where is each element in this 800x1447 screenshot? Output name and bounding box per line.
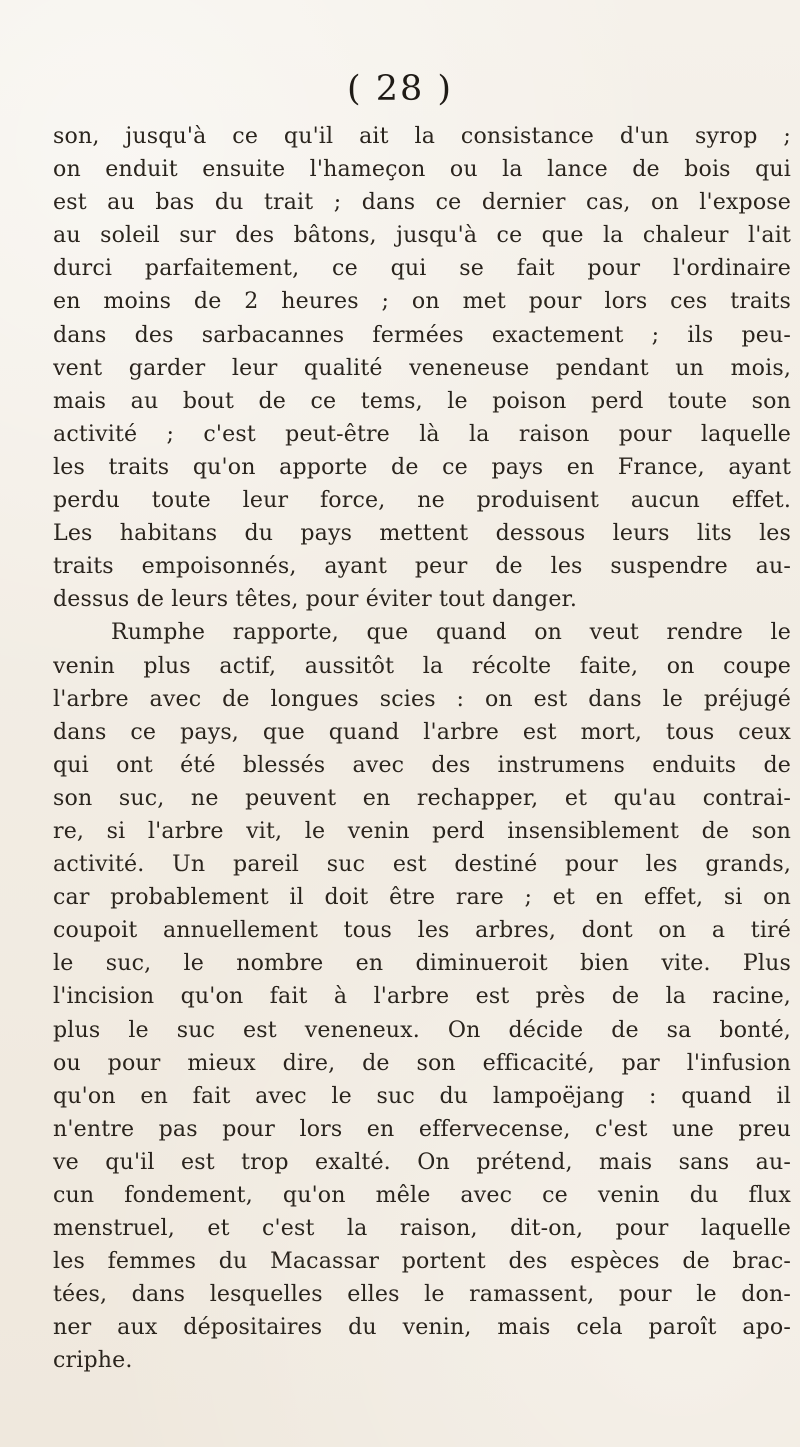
text-line: qu'on en fait avec le suc du lampoëjang : quand il <box>53 1082 791 1109</box>
text-line: n'entre pas pour lors en effervecense, c'est une preu <box>53 1115 791 1142</box>
text-line: plus le suc est veneneux. On décide de sa bonté, <box>53 1016 791 1043</box>
text-line: tées, dans lesquelles elles le ramassent, pour le don- <box>53 1281 791 1308</box>
text-line: mais au bout de ce tems, le poison perd toute son <box>53 387 791 414</box>
text-line: durci parfaitement, ce qui se fait pour l'ordinaire <box>53 255 791 282</box>
text-line: venin plus actif, aussitôt la récolte faite, on coupe <box>53 652 791 679</box>
text-line: activité ; c'est peut-être là la raison pour laquelle <box>53 420 791 447</box>
text-line: son suc, ne peuvent en rechapper, et qu'au contrai- <box>53 784 791 811</box>
text-line: coupoit annuellement tous les arbres, dont on a tiré <box>53 917 791 944</box>
text-line: traits empoisonnés, ayant peur de les suspendre au- <box>53 553 791 580</box>
text-line: vent garder leur qualité veneneuse pendant un mois, <box>53 354 791 381</box>
text-line: l'incision qu'on fait à l'arbre est près de la racine, <box>53 983 791 1010</box>
text-line: les traits qu'on apporte de ce pays en France, ayant <box>53 453 791 480</box>
text-line: dans ce pays, que quand l'arbre est mort, tous ceux <box>53 718 791 745</box>
text-line: Les habitans du pays mettent dessous leurs lits les <box>53 520 791 547</box>
text-line: son, jusqu'à ce qu'il ait la consistance d'un syrop ; <box>53 123 791 149</box>
text-line: dessus de leurs têtes, pour éviter tout danger. <box>53 586 578 613</box>
text-line: criphe. <box>53 1347 133 1374</box>
text-line: est au bas du trait ; dans ce dernier cas, on l'expose <box>53 189 791 216</box>
text-line: les femmes du Macassar portent des espèces de brac- <box>53 1248 791 1275</box>
page-number: ( 28 ) <box>346 69 454 109</box>
text-line: activité. Un pareil suc est destiné pour les grands, <box>53 851 791 878</box>
text-line: le suc, le nombre en diminueroit bien vite. Plus <box>53 950 791 977</box>
text-line: dans des sarbacannes fermées exactement ; ils peu- <box>53 321 791 348</box>
text-line: cun fondement, qu'on mêle avec ce venin du flux <box>53 1182 791 1208</box>
text-line: car probablement il doit être rare ; et en effet, si on <box>53 884 791 911</box>
text-line: ner aux dépositaires du venin, mais cela paroît apo- <box>53 1314 791 1341</box>
text-line: ve qu'il est trop exalté. On prétend, mais sans au- <box>53 1148 791 1175</box>
text-line: ou pour mieux dire, de son efficacité, par l'infusion <box>53 1049 791 1076</box>
text-line: en moins de 2 heures ; on met pour lors ces traits <box>53 288 791 315</box>
text-line: menstruel, et c'est la raison, dit-on, pour laquelle <box>53 1215 791 1242</box>
text-line: qui ont été blessés avec des instrumens enduits de <box>53 751 791 778</box>
text-line: l'arbre avec de longues scies : on est dans le préjugé <box>53 685 791 712</box>
body-text <box>53 120 791 1378</box>
text-line: re, si l'arbre vit, le venin perd insensiblement de son <box>53 817 791 844</box>
text-line: au soleil sur des bâtons, jusqu'à ce que la chaleur l'ait <box>53 222 791 249</box>
text-line: on enduit ensuite l'hameçon ou la lance de bois qui <box>53 156 791 183</box>
text-line: perdu toute leur force, ne produisent aucun effet. <box>53 487 791 514</box>
text-line: Rumphe rapporte, que quand on veut rendre le <box>111 619 791 646</box>
